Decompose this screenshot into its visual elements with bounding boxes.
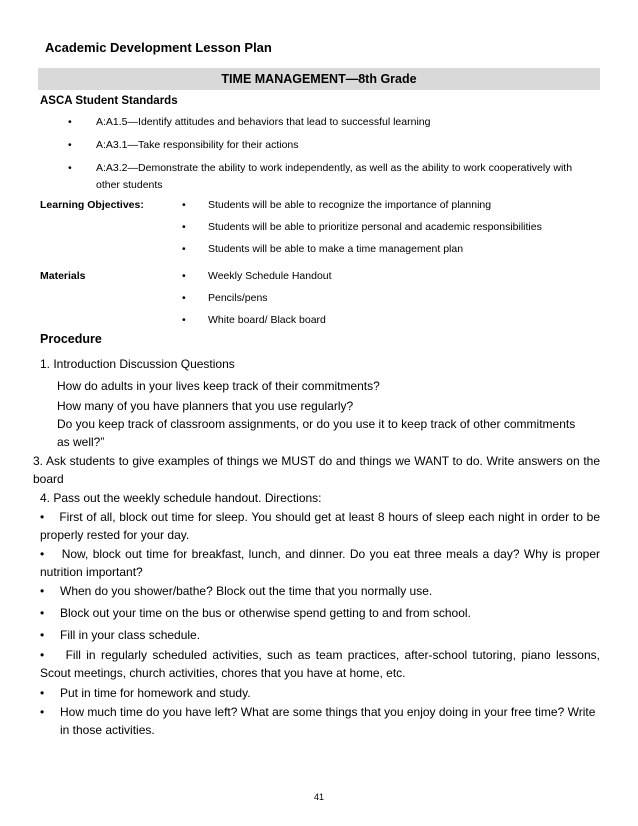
direction-text: Put in time for homework and study. [60,686,251,700]
direction-item [40,604,600,622]
bullet-icon: • [40,584,45,598]
bullet-icon: • [68,162,72,174]
standard-text: A:A3.1—Take responsibility for their actions [96,139,299,151]
bullet-icon: • [68,139,72,151]
direction-item [40,545,600,581]
direction-item [40,508,600,544]
objective-text: Students will be able to prioritize personal and academic responsibilities [208,221,542,233]
direction-item [40,582,600,600]
standard-item [68,114,598,131]
direction-item [40,646,600,682]
step3-text: 3. Ask students to give examples of things we MUST do and things we WANT to do. Write answers on the board [33,454,600,486]
step1-question: Do you keep track of classroom assignments, or do you use it to keep track of other commitments as well?” [57,417,576,449]
standards-heading: ASCA Student Standards [40,95,178,107]
material-text: Weekly Schedule Handout [208,270,332,282]
objective-item [182,219,592,241]
direction-text: Fill in regularly scheduled activities, such as team practices, after-school tutoring, piano lessons, Scout meetings, church activities, chores that you have at home, etc. [40,648,600,680]
bullet-icon: • [40,705,45,719]
standard-text: A:A3.2—Demonstrate the ability to work independently, as well as the ability to work cooperatively with other students [96,162,573,191]
objective-text: Students will be able to recognize the importance of planning [208,199,492,211]
direction-text: When do you shower/bathe? Block out the time that you normally use. [60,584,433,598]
direction-item [40,626,600,644]
direction-item [40,684,600,702]
bullet-icon: • [182,243,186,255]
bullet-icon: • [182,314,186,326]
objective-item [182,197,592,219]
step1-question: How do adults in your lives keep track of their commitments? [57,379,380,393]
direction-text: First of all, block out time for sleep. You should get at least 8 hours of sleep each night in order to be properly rested for your day. [40,510,600,542]
step1-question: How many of you have planners that you use regularly? [57,399,354,413]
materials-list [182,268,592,334]
direction-text: How much time do you have left? What are some things that you enjoy doing in your free time? Write in those activities. [60,705,596,737]
material-item [182,290,592,312]
bullet-icon: • [68,116,72,128]
bullet-icon: • [182,221,186,233]
bullet-icon: • [182,270,186,282]
bullet-icon: • [40,628,45,642]
material-item [182,312,592,334]
materials-heading: Materials [40,270,86,282]
lesson-banner: TIME MANAGEMENT—8th Grade [38,68,600,90]
objectives-list [182,197,592,263]
page-number: 41 [313,792,324,802]
procedure-heading: Procedure [40,332,102,346]
direction-text: Now, block out time for breakfast, lunch, and dinner. Do you eat three meals a day? Why is proper nutrition important? [40,547,600,579]
bullet-icon: • [40,547,45,561]
standard-text: A:A1.5—Identify attitudes and behaviors that lead to successful learning [96,116,431,128]
document-title: Academic Development Lesson Plan [45,40,272,55]
step1-heading: 1. Introduction Discussion Questions [40,357,235,371]
direction-text: Fill in your class schedule. [60,628,201,642]
material-text: White board/ Black board [208,314,326,326]
standards-list [68,114,598,200]
objective-text: Students will be able to make a time management plan [208,243,464,255]
direction-item [40,703,600,739]
bullet-icon: • [40,510,45,524]
bullet-icon: • [40,606,45,620]
objectives-heading: Learning Objectives: [40,199,144,211]
material-item [182,268,592,290]
step4-heading: 4. Pass out the weekly schedule handout. Directions: [40,491,322,505]
bullet-icon: • [182,292,186,304]
objective-item [182,241,592,263]
bullet-icon: • [40,648,45,662]
direction-text: Block out your time on the bus or otherwise spend getting to and from school. [60,606,471,620]
standard-item [68,137,598,154]
bullet-icon: • [40,686,45,700]
material-text: Pencils/pens [208,292,268,304]
bullet-icon: • [182,199,186,211]
standard-item [68,160,598,194]
